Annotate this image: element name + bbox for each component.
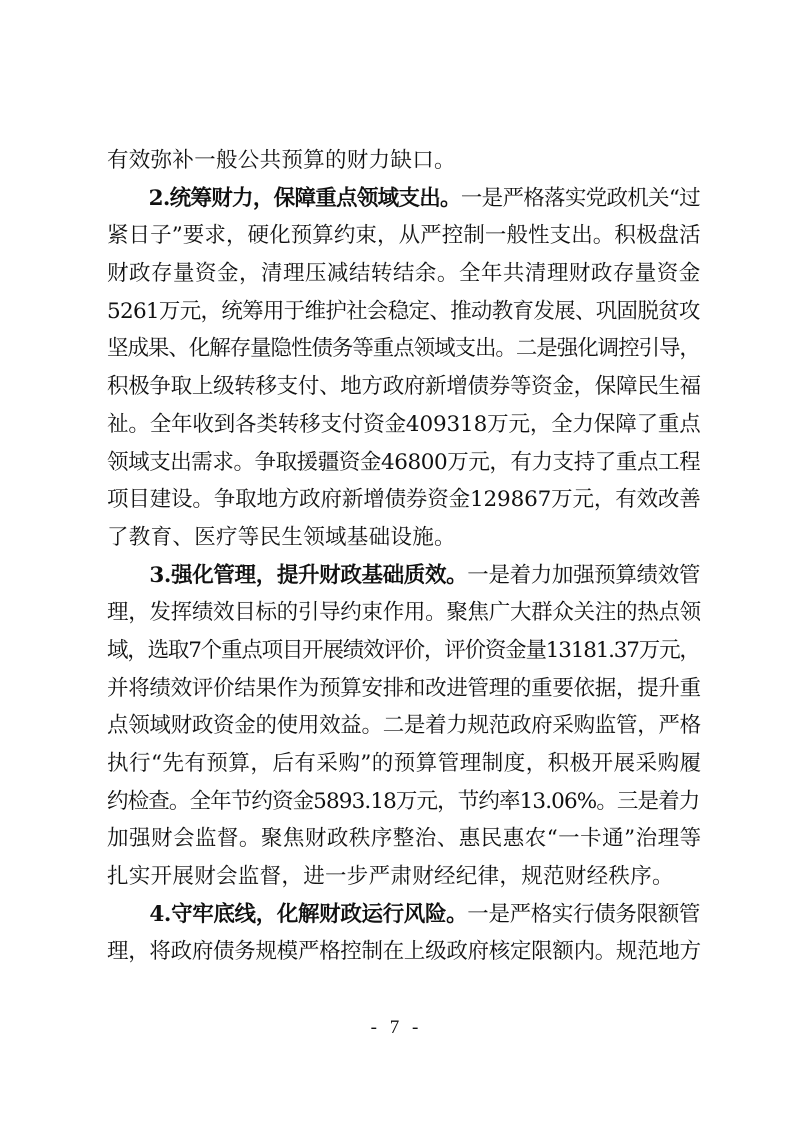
body-text: 理，将政府债务规模严格控制在上级政府核定限额内。规范地方 bbox=[107, 939, 701, 965]
text-line bbox=[107, 820, 701, 858]
body-text: 财政存量资金，清理压减结转结余。全年共清理财政存量资金 bbox=[107, 261, 701, 287]
body-text: 祉。全年收到各类转移支付资金409318万元，全力保障了重点 bbox=[107, 411, 701, 437]
text-line bbox=[107, 557, 701, 595]
body-text: 积极争取上级转移支付、地方政府新增债券等资金，保障民生福 bbox=[107, 374, 701, 400]
body-text: 领域支出需求。争取援疆资金46800万元，有力支持了重点工程 bbox=[107, 449, 701, 475]
text-line bbox=[107, 519, 701, 557]
text-line bbox=[107, 745, 701, 783]
document-body bbox=[107, 142, 701, 971]
body-text: 域，选取7个重点项目开展绩效评价，评价资金量13181.37万元， bbox=[107, 637, 700, 663]
text-line bbox=[107, 180, 701, 218]
text-line bbox=[107, 933, 701, 971]
body-text: 项目建设。争取地方政府新增债券资金129867万元，有效改善 bbox=[107, 487, 701, 513]
body-text: 了教育、医疗等民生领域基础设施。 bbox=[107, 524, 456, 550]
text-line bbox=[107, 255, 701, 293]
text-line bbox=[107, 707, 701, 745]
body-text: 扎实开展财会监督，进一步严肃财经纪律，规范财经秩序。 bbox=[107, 864, 674, 890]
body-text: 坚成果、化解存量隐性债务等重点领域支出。二是强化调控引导， bbox=[107, 336, 700, 362]
body-text: 加强财会监督。聚焦财政秩序整治、惠民惠农“一卡通”治理等 bbox=[107, 826, 702, 852]
body-text: 有效弥补一般公共预算的财力缺口。 bbox=[107, 148, 456, 173]
text-line bbox=[107, 368, 701, 406]
text-line bbox=[107, 406, 701, 444]
body-text: 约检查。全年节约资金5893.18万元，节约率13.06%。三是着力 bbox=[107, 788, 700, 814]
body-text: 理，发挥绩效目标的引导约束作用。聚焦广大群众关注的热点领 bbox=[107, 600, 701, 626]
body-text: 一是着力加强预算绩效管 bbox=[467, 562, 701, 588]
text-line bbox=[107, 217, 701, 255]
section-heading: 4.守牢底线，化解财政运行风险。 bbox=[107, 901, 468, 927]
body-text: 一是严格实行债务限额管 bbox=[467, 901, 701, 927]
text-line bbox=[107, 293, 701, 331]
page-number: - 7 - bbox=[370, 1017, 423, 1038]
text-line bbox=[107, 594, 701, 632]
text-line bbox=[107, 142, 701, 180]
text-line bbox=[107, 330, 701, 368]
body-text: 5261万元，统筹用于维护社会稳定、推动教育发展、巩固脱贫攻 bbox=[107, 298, 700, 324]
body-text: 一是严格落实党政机关“过 bbox=[460, 185, 700, 211]
text-line bbox=[107, 896, 701, 934]
section-heading: 2.统筹财力，保障重点领域支出。 bbox=[107, 185, 461, 211]
section-heading: 3.强化管理，提升财政基础质效。 bbox=[107, 562, 468, 588]
body-text: 执行“先有预算，后有采购”的预算管理制度，积极开展采购履 bbox=[107, 751, 702, 776]
text-line bbox=[107, 444, 701, 482]
body-text: 紧日子”要求，硬化预算约束，从严控制一般性支出。积极盘活 bbox=[107, 223, 701, 249]
body-text: 点领域财政资金的使用效益。二是着力规范政府采购监管，严格 bbox=[107, 713, 701, 739]
body-text: 并将绩效评价结果作为预算安排和改进管理的重要依据，提升重 bbox=[107, 675, 701, 701]
text-line bbox=[107, 481, 701, 519]
text-line bbox=[107, 670, 701, 708]
text-line bbox=[107, 632, 701, 670]
text-line bbox=[107, 858, 701, 896]
text-line bbox=[107, 783, 701, 821]
